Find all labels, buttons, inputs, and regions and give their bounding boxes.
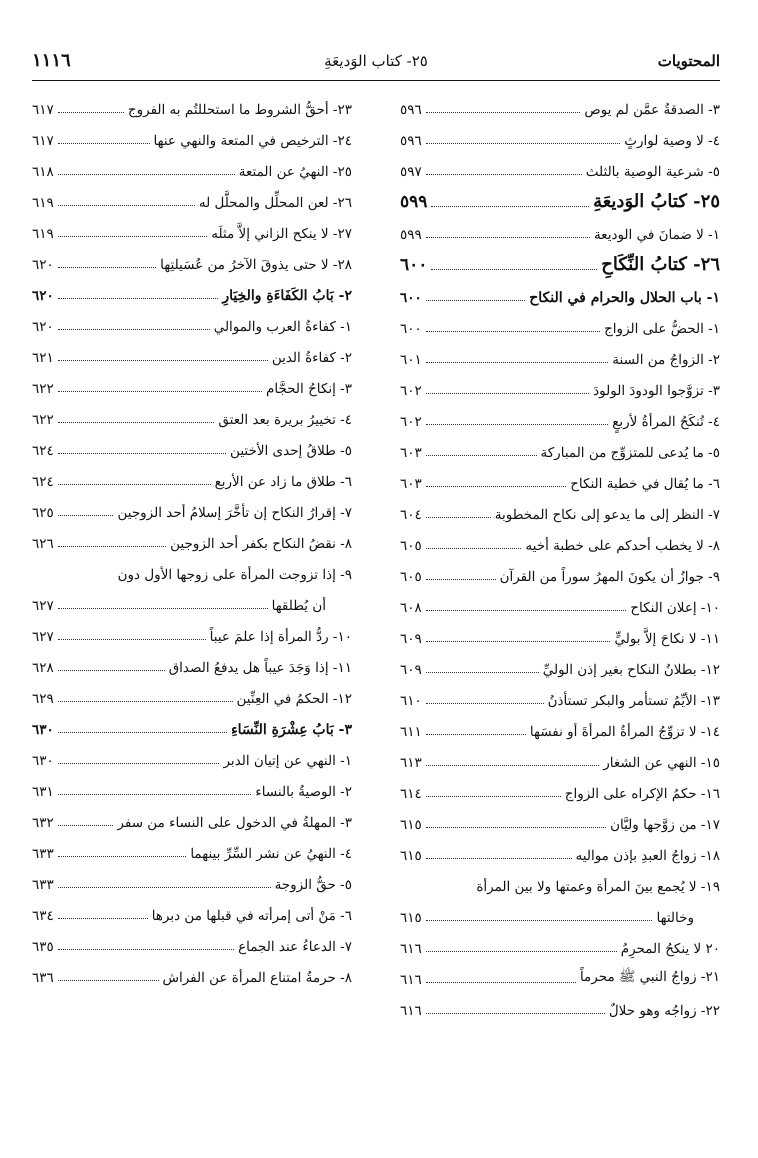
toc-entry [32, 862, 352, 893]
dot-leader [58, 515, 114, 516]
dot-leader [426, 734, 526, 735]
toc-entry-title: ٥- طلاقُ إحدى الأختين [230, 443, 352, 459]
toc-entry [32, 924, 352, 955]
toc-entry [32, 397, 352, 428]
dot-leader [426, 858, 572, 859]
toc-page-number: ٦١٣ [400, 755, 422, 771]
toc-page-number: ٥٩٩ [400, 192, 428, 212]
toc-entry [400, 926, 720, 957]
toc-page-number: ٦١٩ [32, 195, 54, 211]
toc-entry-title: ٧- إقرارُ النكاح إن تأخَّرَ إسلامُ أحد الزوجين [117, 505, 352, 521]
toc-entry [32, 304, 352, 335]
toc-entry-title: ١١- إذا وَجَدَ عيباً هل يدفعُ الصداق [168, 660, 352, 676]
toc-entry [32, 831, 352, 862]
toc-entry-title: ٥- شرعية الوصية بالثلث [585, 164, 720, 180]
dot-leader [426, 393, 589, 394]
toc-chapter-heading [400, 275, 720, 306]
dot-leader [426, 300, 525, 301]
dot-leader [58, 825, 114, 826]
toc-entry [400, 585, 720, 616]
dot-leader [431, 269, 597, 270]
toc-page-number: ٦١٨ [32, 164, 54, 180]
toc-entry-title: ٣- تزوَّجوا الودودَ الولودَ [593, 383, 720, 399]
dot-leader [58, 174, 235, 175]
dot-leader [58, 267, 156, 268]
toc-entry-title: ١٩- لا يُجمع بينَ المرأة وعمتها ولا بين المرأة [476, 879, 720, 895]
dot-leader [426, 920, 653, 921]
toc-entry-title: ١٦- حكمُ الإكراه على الزواج [564, 786, 720, 802]
toc-columns [32, 87, 720, 1019]
toc-entry-title: ٤- تُنكَحُ المرأةُ لأربعٍ [612, 414, 720, 430]
toc-entry-title: ٤- تخييرُ بريرة بعد العتق [218, 412, 352, 428]
toc-entry [32, 614, 352, 645]
toc-entry [32, 490, 352, 521]
toc-entry-first-line [32, 552, 352, 583]
toc-entry-title: ١٠- إعلان النكاح [630, 600, 720, 616]
toc-page-number: ٦١٦ [400, 1003, 422, 1019]
dot-leader [58, 608, 268, 609]
toc-entry-continuation [400, 895, 720, 926]
toc-entry-title: ٨- لا يخطب أحدكم على خطبة أخيه [525, 538, 720, 554]
toc-entry [400, 523, 720, 554]
toc-entry-title: ١١- لا نكاحَ إلاَّ بوليٍّ [614, 631, 720, 647]
toc-page-number: ٦٢٦ [32, 536, 54, 552]
dot-leader [58, 422, 215, 423]
dot-leader [426, 143, 620, 144]
dot-leader [58, 670, 165, 671]
toc-entry-title: ٣- الصدقةُ عمَّن لم يوص [584, 102, 720, 118]
toc-page-number: ٦٢٤ [32, 474, 54, 490]
toc-entry [400, 833, 720, 864]
toc-entry [400, 678, 720, 709]
toc-page-number: ٦٢١ [32, 350, 54, 366]
dot-leader [58, 484, 211, 485]
toc-page-number: ٦٠٣ [400, 476, 422, 492]
toc-page-number: ٥٩٧ [400, 164, 422, 180]
toc-entry [32, 521, 352, 552]
toc-page-number: ٦٠٨ [400, 600, 422, 616]
toc-page-number: ٥٩٦ [400, 102, 422, 118]
toc-page-number: ٦١٦ [400, 941, 422, 957]
toc-entry [400, 709, 720, 740]
toc-entry-title: ٢- الوصيةُ بالنساء [255, 784, 352, 800]
toc-entry-title: ٦- ما يُقال في خطبة النكاح [570, 476, 720, 492]
toc-page-number: ٦٠٥ [400, 538, 422, 554]
toc-entry [32, 366, 352, 397]
toc-entry [32, 893, 352, 924]
toc-entry-title: ٩- إذا تزوجت المرأة على زوجها الأول دون [117, 567, 352, 583]
toc-page-number: ٦٠٩ [400, 662, 422, 678]
toc-book-heading [400, 180, 720, 212]
toc-page-number: ٦٢٧ [32, 629, 54, 645]
toc-entry-title: ٢٠ لا ينكحُ المحرِمُ [620, 941, 720, 957]
toc-entry [32, 769, 352, 800]
toc-entry [400, 118, 720, 149]
toc-entry [32, 335, 352, 366]
dot-leader [58, 546, 166, 547]
toc-entry [400, 616, 720, 647]
toc-entry-title: ١- الحضُّ على الزواج [604, 321, 720, 337]
toc-page-number: ٦٢٢ [32, 381, 54, 397]
toc-entry-title: ١٥- النهي عن الشغار [603, 755, 720, 771]
toc-entry-title: ٥- حقُّ الزوجة [274, 877, 352, 893]
dot-leader [431, 206, 589, 207]
dot-leader [58, 329, 210, 330]
dot-leader [58, 763, 220, 764]
toc-entry [32, 955, 352, 986]
toc-page-number: ٦٠٢ [400, 383, 422, 399]
toc-page-number: ٦٣٤ [32, 908, 54, 924]
toc-entry [400, 399, 720, 430]
dot-leader [58, 112, 124, 113]
toc-entry [400, 988, 720, 1019]
dot-leader [426, 424, 608, 425]
dot-leader [426, 641, 611, 642]
toc-page-number: ٦٠٣ [400, 445, 422, 461]
toc-entry-title: ١- النهي عن إتيان الدبر [223, 753, 352, 769]
toc-page-number: ٦١٧ [32, 102, 54, 118]
dot-leader [426, 362, 609, 363]
toc-entry-title: ٢٤- الترخيص في المتعة والنهي عنها [153, 133, 352, 149]
toc-entry [400, 647, 720, 678]
dot-leader [58, 732, 227, 733]
toc-entry-title: ٢٢- زواجُه وهو حلالٌ [608, 1003, 720, 1019]
toc-entry-title: ٢٦- لعن المحلِّل والمحلَّل له [198, 195, 352, 211]
toc-entry [400, 554, 720, 585]
toc-page-number: ٦٣٠ [32, 753, 54, 769]
toc-page-number: ٥٩٦ [400, 133, 422, 149]
running-head: ٢٥- كتاب الوَديعَةِ [324, 52, 428, 70]
dot-leader [426, 548, 522, 549]
toc-page-number: ٦٠٩ [400, 631, 422, 647]
toc-entry-title: ١٢- بطلانُ النكاح بغير إذن الوليِّ [542, 662, 720, 678]
toc-entry [400, 740, 720, 771]
toc-entry-title: ٣- بَابُ عِشْرَةِ النِّسَاءِ [231, 722, 352, 738]
toc-page-number: ٦٣٦ [32, 970, 54, 986]
dot-leader [426, 672, 539, 673]
toc-entry-title: ٨- نقضُ النكاح بكفر أحد الزوجين [170, 536, 352, 552]
toc-entry [32, 149, 352, 180]
toc-page-number: ٦١٤ [400, 786, 422, 802]
dot-leader [58, 794, 252, 795]
dot-leader [426, 703, 544, 704]
toc-entry-title: ١- باب الحلال والحرام في النكاح [529, 290, 720, 306]
toc-entry [400, 368, 720, 399]
toc-entry-title: ٣- المهلةُ في الدخول على النساء من سفر [117, 815, 352, 831]
toc-entry-title: ٦- مَنْ أتى إمرأته في قبلها من دبرها [151, 908, 352, 924]
toc-entry-title: ٥- ما يُدعى للمتزوِّج من المباركة [540, 445, 720, 461]
toc-chapter-heading [32, 273, 352, 304]
toc-entry-title: ٣- إنكاحُ الحجَّام [266, 381, 352, 397]
toc-page-number: ٦٠٠ [400, 290, 422, 306]
toc-page-number: ٥٩٩ [400, 227, 422, 243]
dot-leader [58, 918, 148, 919]
toc-page-number: ٦٢٠ [32, 288, 54, 304]
dot-leader [58, 949, 234, 950]
toc-page-number: ٦٢٠ [32, 257, 54, 273]
dot-leader [426, 765, 599, 766]
toc-entry [32, 800, 352, 831]
dot-leader [58, 980, 159, 981]
toc-entry [32, 180, 352, 211]
toc-entry-title: ٤- النهيُ عن نشر السِّرِّ بينهما [190, 846, 352, 862]
toc-page-number: ٦١٦ [400, 972, 422, 988]
toc-page-number: ٦٠٤ [400, 507, 422, 523]
dot-leader [58, 298, 219, 299]
toc-page-number: ٦٢٤ [32, 443, 54, 459]
toc-entry-continuation [32, 583, 352, 614]
toc-entry-title: ٢- بَابُ الكَفَاءَةِ والخِيَارِ [222, 288, 352, 304]
toc-entry-title: ٢٥- كتابُ الوَديعَةِ [593, 191, 720, 212]
toc-page-number: ٦١١ [400, 724, 422, 740]
toc-entry [400, 212, 720, 243]
toc-page-number: ٦١٥ [400, 817, 422, 833]
dot-leader [426, 982, 576, 983]
toc-column-right [376, 87, 720, 1019]
toc-entry [400, 87, 720, 118]
toc-entry-title: ١- كفاءةُ العرب والموالي [213, 319, 352, 335]
toc-entry [400, 957, 720, 988]
toc-entry [400, 149, 720, 180]
dot-leader [58, 143, 150, 144]
toc-entry [400, 461, 720, 492]
toc-entry-first-line [400, 864, 720, 895]
toc-entry-title: أن يُطلقها [271, 598, 326, 614]
toc-page-number: ٦١٥ [400, 910, 422, 926]
dot-leader [426, 331, 600, 332]
toc-entry-title: ٤- لا وصية لوارثٍ [624, 133, 720, 149]
toc-entry [32, 645, 352, 676]
toc-entry-title: وخالتها [656, 910, 694, 926]
dot-leader [426, 174, 582, 175]
dot-leader [426, 517, 491, 518]
toc-column-left [32, 87, 376, 1019]
toc-entry [400, 771, 720, 802]
toc-page-number: ٦٠٥ [400, 569, 422, 585]
toc-page-number: ٦٠٠ [400, 255, 428, 275]
toc-page-number: ٦٢٧ [32, 598, 54, 614]
toc-entry [32, 118, 352, 149]
dot-leader [58, 205, 195, 206]
toc-entry [32, 738, 352, 769]
toc-page-number: ٦٣٢ [32, 815, 54, 831]
toc-entry-title: ٢- الزواجُ من السنة [612, 352, 720, 368]
toc-entry [32, 242, 352, 273]
dot-leader [426, 112, 581, 113]
toc-entry-title: ٢٧- لا ينكح الزاني إلاَّ مثلَه [211, 226, 352, 242]
dot-leader [58, 701, 233, 702]
toc-entry-title: ٦- طلاق ما زاد عن الأربع [214, 474, 352, 490]
toc-page-number: ٦١٥ [400, 848, 422, 864]
dot-leader [426, 486, 566, 487]
toc-entry-title: ٩- جوازُ أن يكونَ المهرُ سوراً من القرآن [499, 569, 720, 585]
toc-entry-title: ٢٨- لا حتى يذوقَ الآخرُ من عُسَيلتِها [160, 257, 352, 273]
dot-leader [426, 237, 590, 238]
toc-page-number: ٦٣٣ [32, 877, 54, 893]
toc-entry-title: ٢٦- كتابُ النِّكَاحِ [601, 254, 720, 275]
toc-page-number: ٦٣٠ [32, 722, 54, 738]
dot-leader [426, 455, 537, 456]
toc-page-number: ٦٣٣ [32, 846, 54, 862]
dot-leader [58, 639, 206, 640]
dot-leader [58, 887, 271, 888]
toc-entry-title: ٢٣- أحقُّ الشروط ما استحللتُم به الفروج [127, 102, 352, 118]
toc-page-number: ٦٣١ [32, 784, 54, 800]
page-header [32, 52, 720, 81]
toc-entry [400, 430, 720, 461]
toc-entry [32, 87, 352, 118]
toc-entry-title: ١٧- من زوَّجها وليَّان [610, 817, 720, 833]
toc-entry-title: ٢١- زواجُ النبي ﷺ محرماً [579, 969, 720, 985]
dot-leader [426, 827, 606, 828]
dot-leader [58, 856, 187, 857]
toc-entry [400, 492, 720, 523]
dot-leader [426, 610, 627, 611]
toc-page-number: ٦١٠ [400, 693, 422, 709]
toc-page-number: ٦١٩ [32, 226, 54, 242]
dot-leader [426, 951, 617, 952]
toc-entry [32, 211, 352, 242]
toc-page-number: ٦٠٢ [400, 414, 422, 430]
dot-leader [58, 360, 268, 361]
toc-page-number: ٦٠١ [400, 352, 422, 368]
page-number: ١١١٦ [32, 50, 71, 71]
toc-entry [32, 428, 352, 459]
toc-page-number: ٦٢٥ [32, 505, 54, 521]
toc-page-number: ٦٢٢ [32, 412, 54, 428]
section-title: المحتويات [657, 52, 720, 70]
toc-entry-title: ٧- النظر إلى ما يدعو إلى نكاح المخطوبة [494, 507, 720, 523]
toc-entry-title: ١٣- الأيِّمُ تستأمر والبكر تستأذنُ [547, 693, 720, 709]
dot-leader [426, 1013, 605, 1014]
toc-entry-title: ١٢- الحكمُ في العِنِّين [236, 691, 352, 707]
toc-entry [32, 459, 352, 490]
toc-page-number: ٦٣٥ [32, 939, 54, 955]
toc-page-number: ٦١٧ [32, 133, 54, 149]
toc-entry [400, 337, 720, 368]
page [0, 52, 758, 1158]
toc-page-number: ٦٢٩ [32, 691, 54, 707]
toc-entry-title: ١٤- لا تزوِّجُ المرأةُ المرأةَ أو نفسَها [529, 724, 720, 740]
dot-leader [426, 579, 496, 580]
dot-leader [58, 236, 207, 237]
toc-page-number: ٦٢٠ [32, 319, 54, 335]
toc-entry-title: ١٠- ردُّ المرأة إذا علمَ عيباً [209, 629, 352, 645]
toc-entry [400, 802, 720, 833]
toc-entry [400, 306, 720, 337]
dot-leader [58, 391, 262, 392]
toc-entry-title: ٨- حرمةُ امتناع المرأة عن الفراش [162, 970, 352, 986]
toc-entry [32, 676, 352, 707]
dot-leader [58, 453, 226, 454]
toc-page-number: ٦٠٠ [400, 321, 422, 337]
toc-book-heading [400, 243, 720, 275]
toc-entry-title: ١- لا ضمانَ في الوديعة [593, 227, 720, 243]
toc-entry-title: ٧- الدعاءُ عند الجماع [238, 939, 352, 955]
dot-leader [426, 796, 561, 797]
toc-page-number: ٦٢٨ [32, 660, 54, 676]
toc-entry-title: ١٨- زواجُ العبدِ بإذن مواليه [575, 848, 720, 864]
toc-chapter-heading [32, 707, 352, 738]
toc-entry-title: ٢٥- النهيُ عن المتعة [238, 164, 352, 180]
toc-entry-title: ٢- كفاءةُ الدين [271, 350, 352, 366]
